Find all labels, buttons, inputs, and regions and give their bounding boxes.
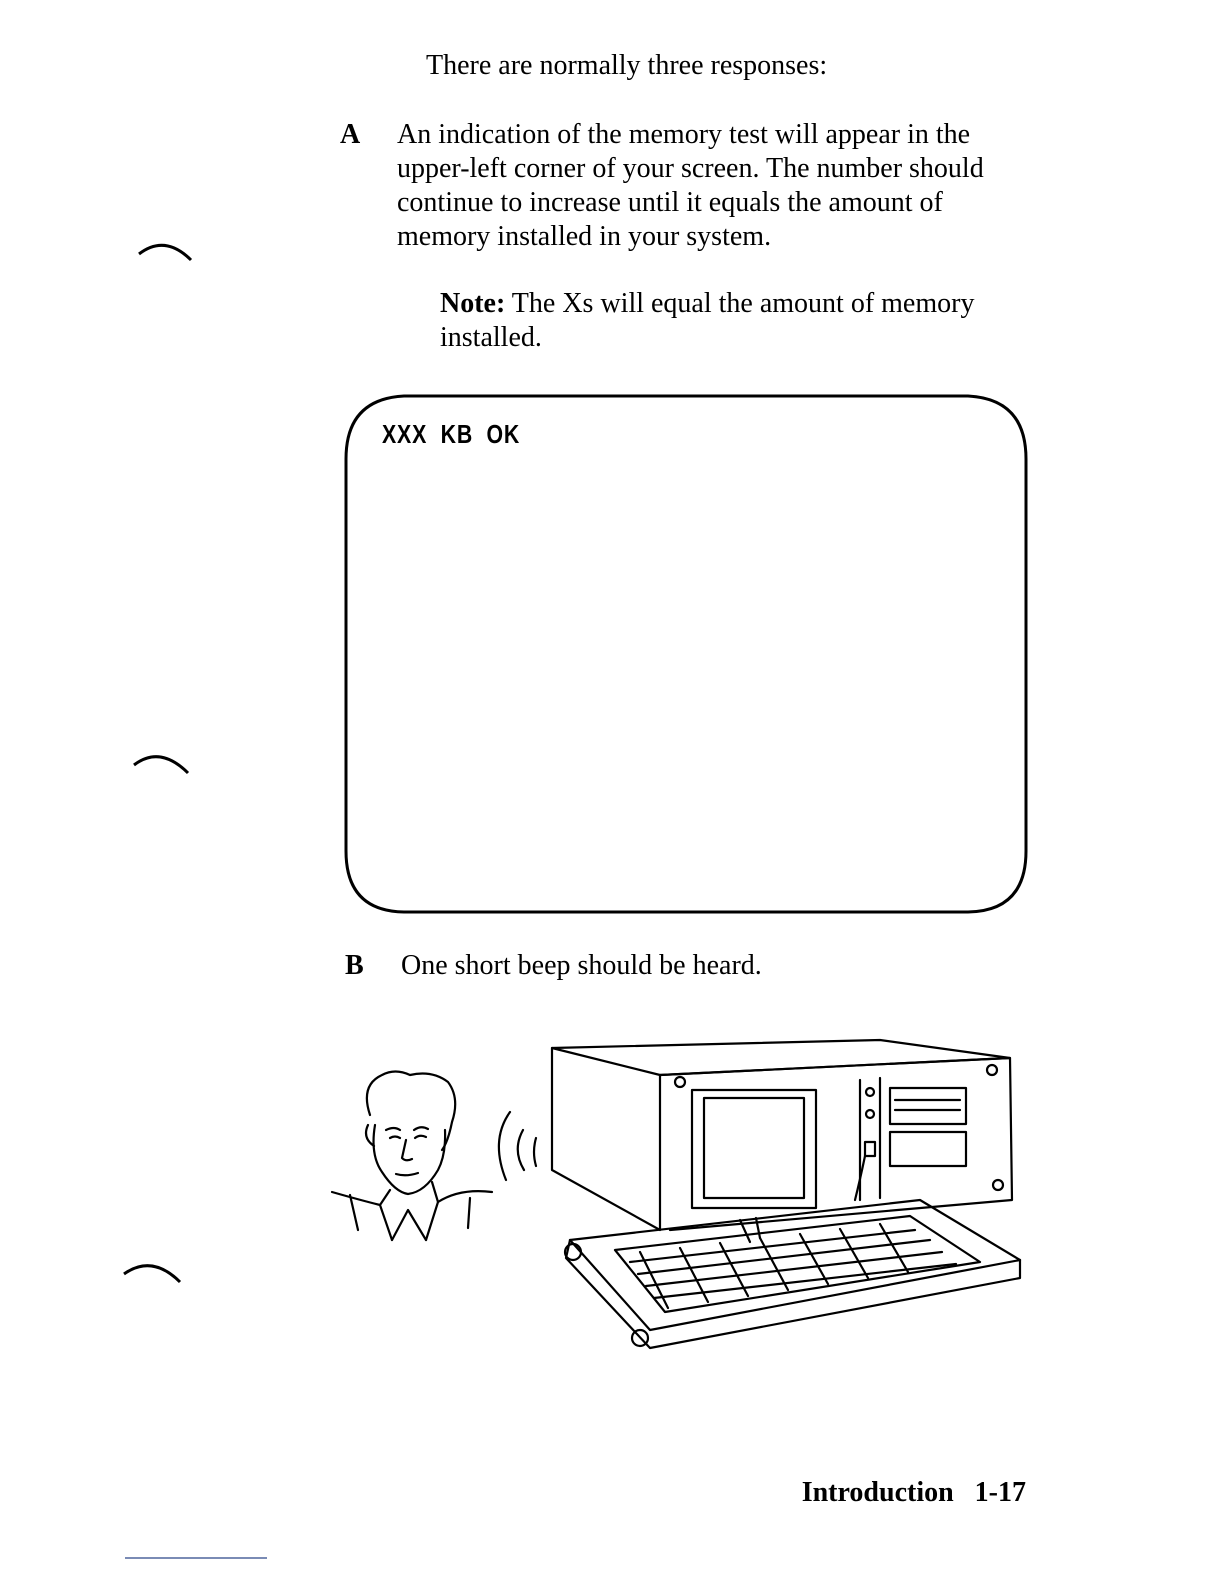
footer-page-number: 1-17 (974, 1477, 1026, 1508)
intro-text: There are normally three responses: (426, 50, 828, 81)
sound-wave-middle (518, 1130, 524, 1170)
note-text: The Xs will equal the amount of memory installed. (440, 288, 975, 353)
item-letter-a: A (340, 119, 361, 150)
binder-hole-mark-bottom (120, 1252, 190, 1292)
page-footer (802, 1473, 1026, 1513)
sound-wave-outer (499, 1112, 510, 1180)
portable-computer (552, 1040, 1020, 1348)
binder-hole-mark-middle (130, 745, 200, 785)
person-figure (332, 1072, 492, 1241)
sound-wave-inner (534, 1138, 536, 1166)
screen-output-text: XXX KB OK (382, 419, 521, 449)
item-text-a: An indication of the memory test will appear in the upper-left corner of your screen. The number should continue to increase until it equals the amount of memory installed in your system. (397, 119, 984, 252)
screen-illustration (344, 393, 1028, 915)
footer-section: Introduction (801, 1477, 954, 1508)
item-letter-b: B (345, 950, 364, 981)
note-label: Note: (440, 288, 506, 319)
note (440, 287, 1040, 355)
computer-beep-illustration (320, 1030, 1040, 1360)
item-text-b: One short beep should be heard. (401, 950, 762, 981)
bottom-rule (125, 1557, 267, 1559)
binder-hole-mark-top (135, 232, 205, 272)
